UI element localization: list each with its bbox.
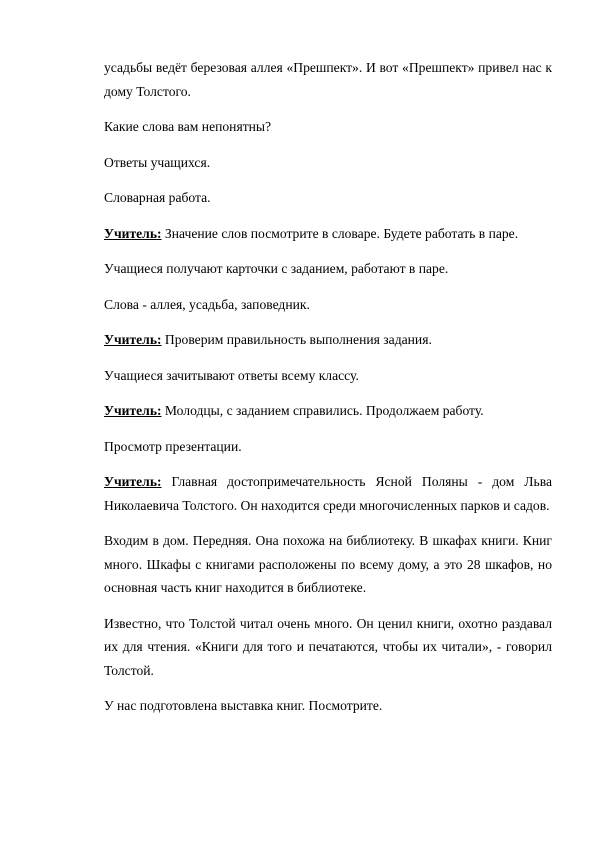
paragraph-text: Значение слов посмотрите в словаре. Будете работать в паре. xyxy=(161,225,519,241)
paragraph-text: Входим в дом. Передняя. Она похожа на библиотеку. В шкафах книги. Книг много. Шкафы с книгами расположены по всему дому, а это 28 шкафов, но основная часть книг находится в библиотеке. xyxy=(104,533,552,595)
paragraph-12 xyxy=(104,470,552,517)
paragraph-text: Словарная работа. xyxy=(104,190,211,205)
paragraph-text: Ответы учащихся. xyxy=(104,154,211,170)
paragraph-15 xyxy=(104,694,552,718)
paragraph-1 xyxy=(104,56,552,103)
paragraph-13 xyxy=(104,529,552,600)
paragraph-5 xyxy=(104,222,552,246)
paragraph-10 xyxy=(104,399,552,423)
paragraph-text: У нас подготовлена выставка книг. Посмотрите. xyxy=(104,698,383,713)
document-body xyxy=(104,56,552,730)
paragraph-3 xyxy=(104,151,552,175)
paragraph-text: усадьбы ведёт березовая аллея «Прешпект». И вот «Прешпект» привел нас к дому Толстого. xyxy=(104,60,552,99)
paragraph-4 xyxy=(104,186,552,210)
paragraph-7 xyxy=(104,293,552,317)
speaker-label: Учитель: xyxy=(104,225,162,241)
paragraph-2 xyxy=(104,115,552,139)
speaker-label: Учитель: xyxy=(104,403,162,418)
paragraph-text: Известно, что Толстой читал очень много. Он ценил книги, охотно раздавал их для чтения. «Книги для того и печатаются, чтобы их читали», - говорил Толстой. xyxy=(104,615,552,678)
paragraph-text: Какие слова вам непонятны? xyxy=(104,119,272,134)
paragraph-9 xyxy=(104,364,552,388)
paragraph-6 xyxy=(104,257,552,281)
paragraph-text: Молодцы, с заданием справились. Продолжаем работу. xyxy=(161,403,484,418)
paragraph-11 xyxy=(104,435,552,459)
paragraph-8 xyxy=(104,328,552,352)
paragraph-text: Главная достопримечательность Ясной Поляны - дом Льва Николаевича Толстого. Он находится среди многочисленных парков и садов. xyxy=(104,474,552,513)
paragraph-text: Учащиеся зачитывают ответы всему классу. xyxy=(104,367,359,383)
speaker-label: Учитель: xyxy=(104,474,162,489)
paragraph-14 xyxy=(104,612,552,683)
speaker-label: Учитель: xyxy=(104,332,162,347)
paragraph-text: Проверим правильность выполнения задания. xyxy=(161,332,432,347)
paragraph-text: Учащиеся получают карточки с заданием, работают в паре. xyxy=(104,261,449,276)
paragraph-text: Слова - аллея, усадьба, заповедник. xyxy=(104,296,310,312)
paragraph-text: Просмотр презентации. xyxy=(104,438,242,454)
